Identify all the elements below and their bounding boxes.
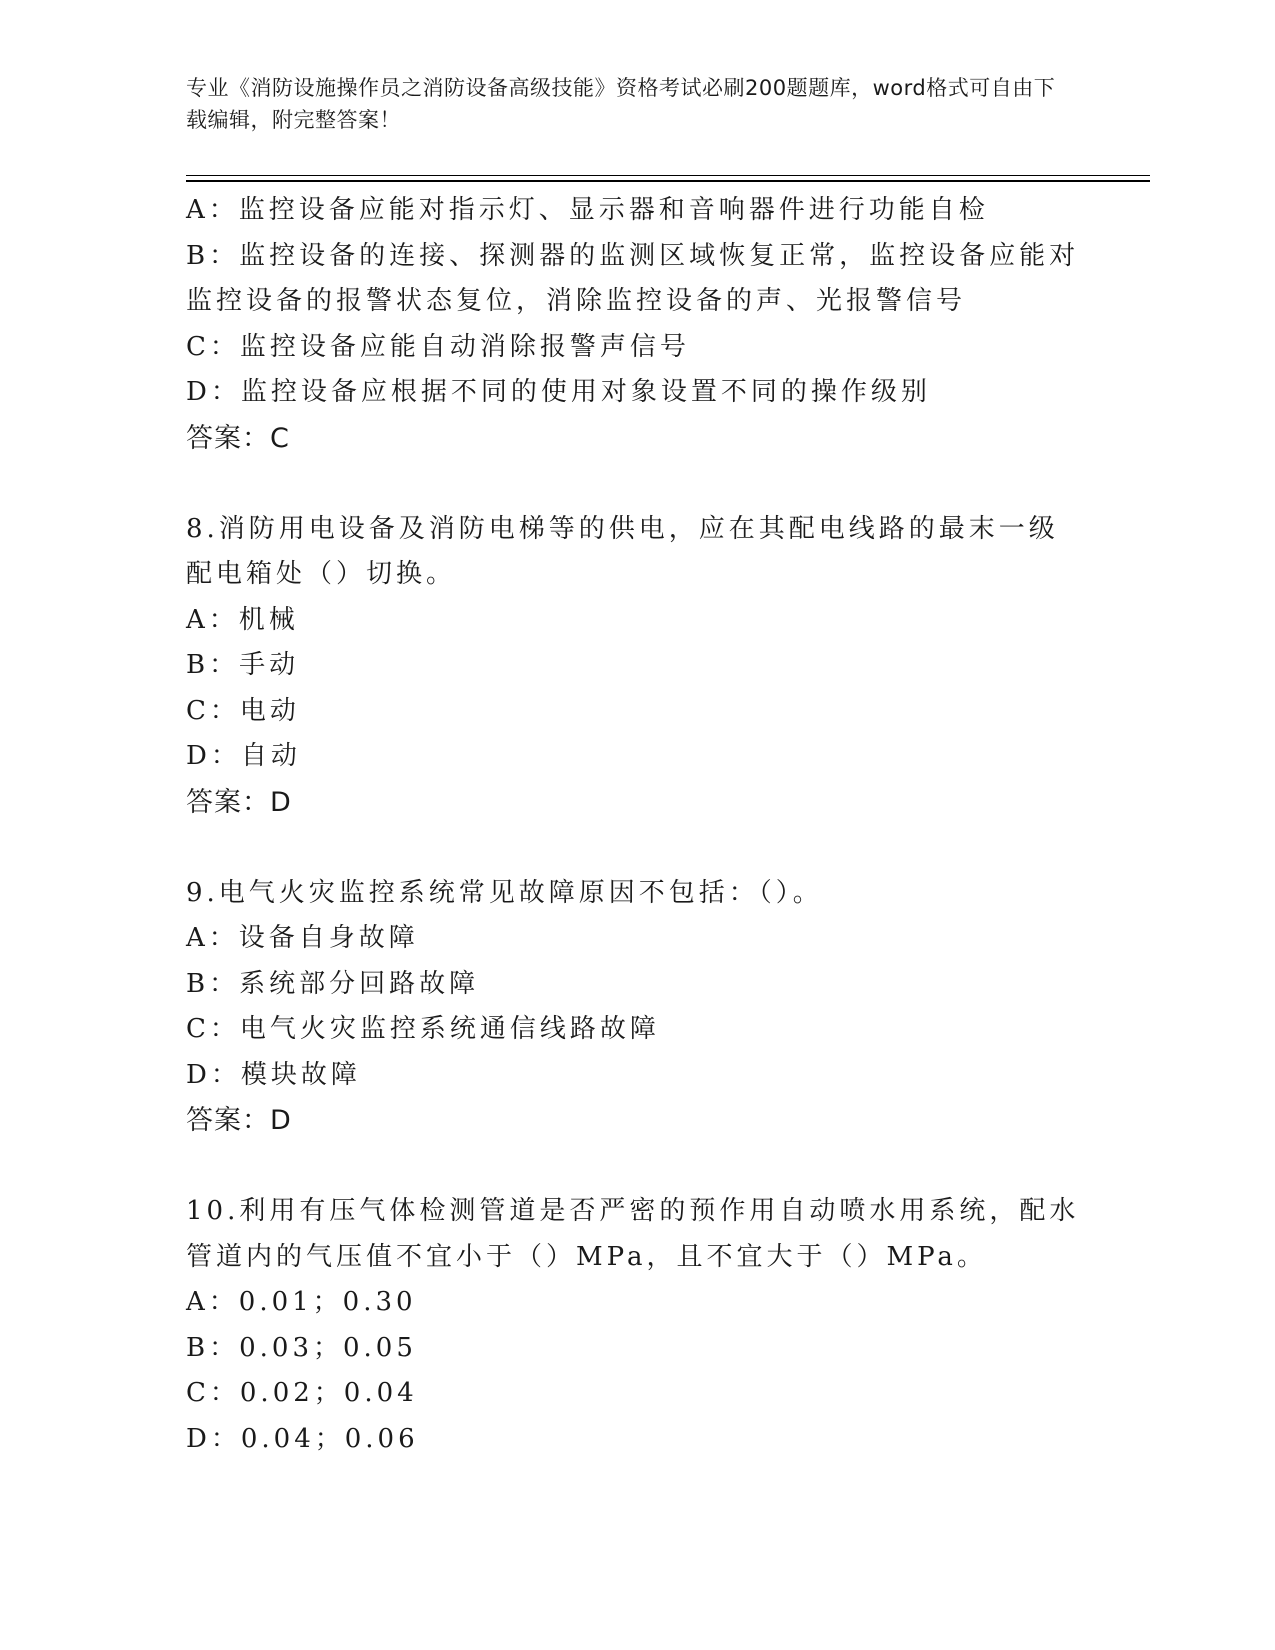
option-a: A：监控设备应能对指示灯、显示器和音响器件进行功能自检	[186, 195, 989, 225]
option-b: B：0.03；0.05	[186, 1332, 417, 1363]
answer: 答案：D	[186, 1105, 292, 1136]
header-divider-thick	[186, 180, 1150, 182]
question-8	[186, 507, 1086, 826]
option-d: D：模块故障	[186, 1059, 361, 1090]
option-c: C：电气火灾监控系统通信线路故障	[186, 1014, 660, 1044]
option-d: D：0.04；0.06	[186, 1423, 419, 1454]
question-10	[186, 1189, 1086, 1462]
option-d: D：自动	[186, 741, 301, 771]
question-9	[186, 871, 1086, 1144]
question-text: 8.消防用电设备及消防电梯等的供电，应在其配电线路的最末一级配电箱处（）切换。	[186, 513, 1059, 589]
question-7	[186, 188, 1086, 461]
header-divider-thin	[186, 175, 1150, 176]
option-b: B：系统部分回路故障	[186, 968, 480, 999]
spacer	[186, 825, 1086, 871]
header-text: 专业《消防设施操作员之消防设备高级技能》资格考试必刷200题题库，word格式可自由下载编辑，附完整答案！	[186, 76, 1056, 132]
question-list	[186, 188, 1086, 1462]
option-c: C：监控设备应能自动消除报警声信号	[186, 331, 690, 362]
question-text: 9.电气火灾监控系统常见故障原因不包括：（）。	[186, 877, 823, 908]
option-d: D：监控设备应根据不同的使用对象设置不同的操作级别	[186, 377, 931, 407]
option-b: B：监控设备的连接、探测器的监测区域恢复正常，监控设备应能对监控设备的报警状态复位，消除监控设备的声、光报警信号	[186, 240, 1080, 316]
option-a: A：机械	[186, 604, 299, 635]
document-header	[186, 72, 1066, 136]
option-b: B：手动	[186, 650, 300, 680]
question-text: 10.利用有压气体检测管道是否严密的预作用自动喷水用系统，配水管道内的气压值不宜小于（）MPa，且不宜大于（）MPa。	[186, 1196, 1080, 1272]
spacer	[186, 461, 1086, 507]
answer: 答案：D	[186, 786, 292, 818]
option-c: C：电动	[186, 695, 300, 726]
option-a: A：0.01；0.30	[186, 1287, 417, 1317]
option-a: A：设备自身故障	[186, 923, 419, 953]
option-c: C：0.02；0.04	[186, 1378, 418, 1408]
answer: 答案：C	[186, 422, 290, 454]
spacer	[186, 1144, 1086, 1190]
